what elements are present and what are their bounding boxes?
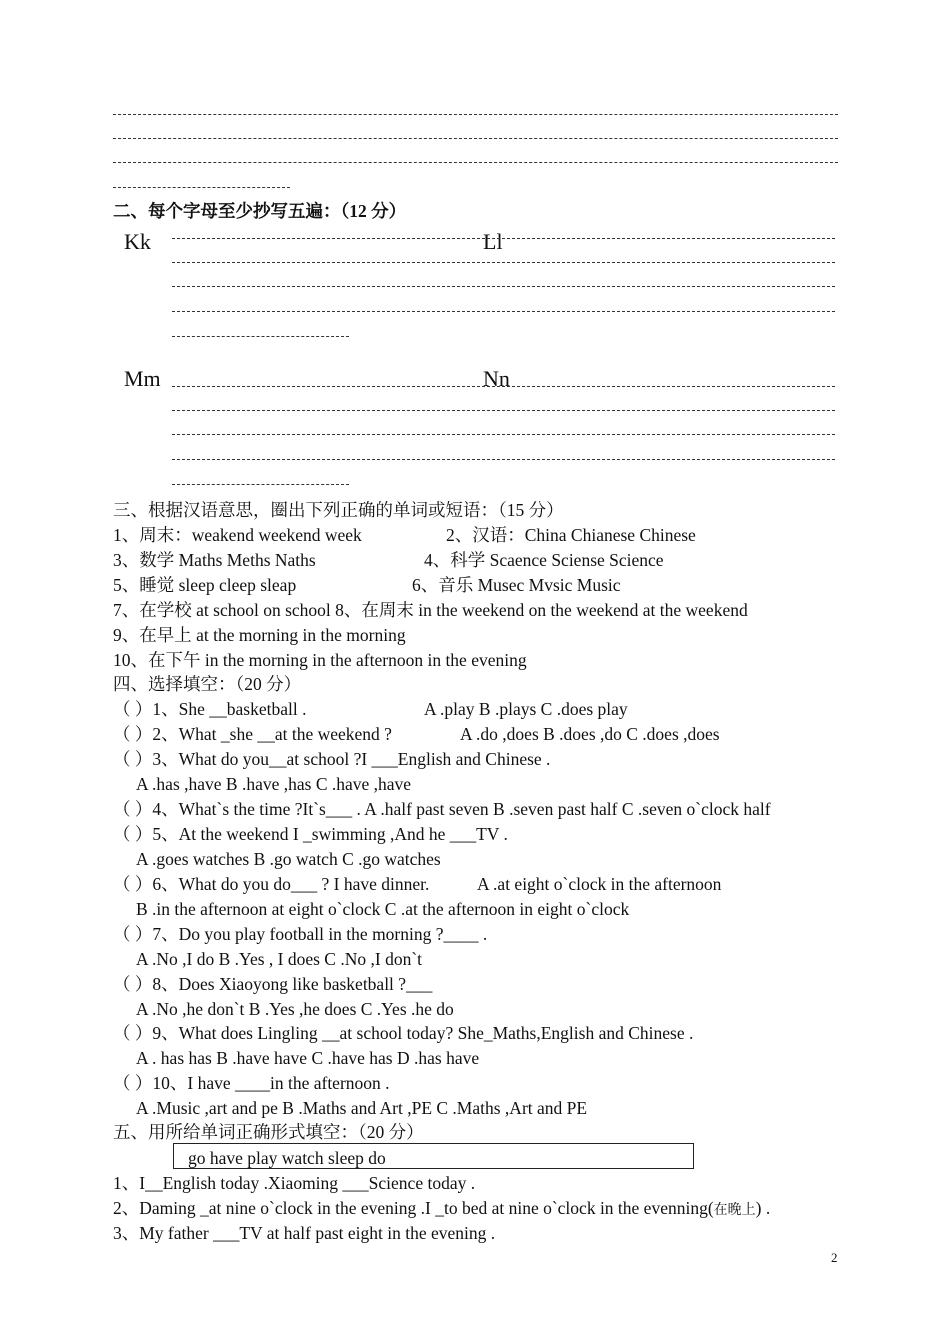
vocab-item: 4、科学 Scaence Sciense Science (424, 550, 664, 570)
section4-heading: 四、选择填空：（20 分） (113, 674, 302, 694)
writing-line (172, 434, 835, 435)
writing-line (172, 459, 835, 460)
vocab-item: 7、在学校 at school on school 8、在周末 in the weekend on the weekend at the weekend (113, 600, 748, 620)
writing-line (172, 336, 349, 337)
vocab-item: 1、周末：weakend weekend week (113, 525, 362, 545)
fill-sentence-2 (113, 1197, 770, 1222)
letter-kk: Kk (124, 229, 151, 254)
writing-line (172, 311, 835, 312)
fill-sentence-2-text: 2、Daming _at nine o`clock in the evening .I _to bed at nine o`clock in the evenning( (113, 1198, 714, 1218)
letter-ll: Ll (483, 229, 503, 254)
section3-heading: 三、根据汉语意思，圈出下列正确的单词或短语：（15 分） (113, 500, 564, 520)
word-bank: go have play watch sleep do (188, 1148, 386, 1168)
writing-line (172, 410, 835, 411)
vocab-item: 10、在下午 in the morning in the afternoon in the evening (113, 650, 527, 670)
vocab-item: 6、音乐 Musec Mvsic Music (412, 575, 621, 595)
question-6-options: B .in the afternoon at eight o`clock C .at the afternoon in eight o`clock (136, 899, 630, 919)
question-9-options: A . has has B .have have C .have has D .has have (136, 1048, 480, 1068)
fill-sentence-1: 1、I__English today .Xiaoming ___Science today . (113, 1173, 476, 1193)
question-2-options: A .do ,does B .does ,do C .does ,does (460, 724, 720, 744)
writing-line (172, 262, 835, 263)
letter-mm: Mm (124, 366, 161, 391)
letter-nn: Nn (483, 366, 510, 391)
question-8-options: A .No ,he don`t B .Yes ,he does C .Yes .he do (136, 999, 454, 1019)
vocab-item: 3、数学 Maths Meths Naths (113, 550, 316, 570)
writing-line (113, 187, 290, 188)
question-7: （ ）7、Do you play football in the morning ?____ . (113, 924, 488, 944)
question-3-options: A .has ,have B .have ,has C .have ,have (136, 774, 412, 794)
question-5-options: A .goes watches B .go watch C .go watches (136, 849, 441, 869)
writing-line (113, 162, 838, 163)
fill-sentence-3: 3、My father ___TV at half past eight in the evening . (113, 1223, 496, 1243)
section5-heading: 五、用所给单词正确形式填空：（20 分） (113, 1122, 424, 1142)
fill-sentence-2-end: ) . (755, 1198, 771, 1218)
writing-line (113, 138, 838, 139)
question-9: （ ）9、What does Lingling __at school today? She_Maths,English and Chinese . (113, 1023, 694, 1043)
writing-line (172, 286, 835, 287)
question-6: （ ）6、What do you do___ ? I have dinner. (113, 874, 430, 894)
writing-line (113, 114, 838, 115)
vocab-item: 5、睡觉 sleep cleep sleap (113, 575, 297, 595)
writing-line (172, 386, 835, 387)
question-2: （ ）2、What _she __at the weekend ? (113, 724, 392, 744)
question-1: （ ）1、She __basketball . (113, 699, 307, 719)
question-3: （ ）3、What do you__at school ?I ___English and Chinese . (113, 749, 551, 769)
fill-sentence-2-note: 在晚上 (713, 1203, 756, 1218)
vocab-item: 2、汉语：China Chianese Chinese (446, 525, 696, 545)
section2-heading: 二、每个字母至少抄写五遍：（12 分） (113, 201, 407, 221)
question-10: （ ）10、I have ____in the afternoon . (113, 1073, 390, 1093)
question-4: （ ）4、What`s the time ?It`s___ . A .half past seven B .seven past half C .seven o`clock half (113, 799, 771, 819)
page-number: 2 (831, 1250, 838, 1265)
question-5: （ ）5、At the weekend I _swimming ,And he ___TV . (113, 824, 508, 844)
writing-line (172, 484, 349, 485)
question-8: （ ）8、Does Xiaoyong like basketball ?___ (113, 974, 433, 994)
question-6-option-a: A .at eight o`clock in the afternoon (477, 874, 722, 894)
question-1-options: A .play B .plays C .does play (424, 699, 628, 719)
question-10-options: A .Music ,art and pe B .Maths and Art ,PE C .Maths ,Art and PE (136, 1098, 588, 1118)
question-7-options: A .No ,I do B .Yes , I does C .No ,I don`t (136, 949, 423, 969)
writing-line (172, 238, 835, 239)
vocab-item: 9、在早上 at the morning in the morning (113, 625, 406, 645)
